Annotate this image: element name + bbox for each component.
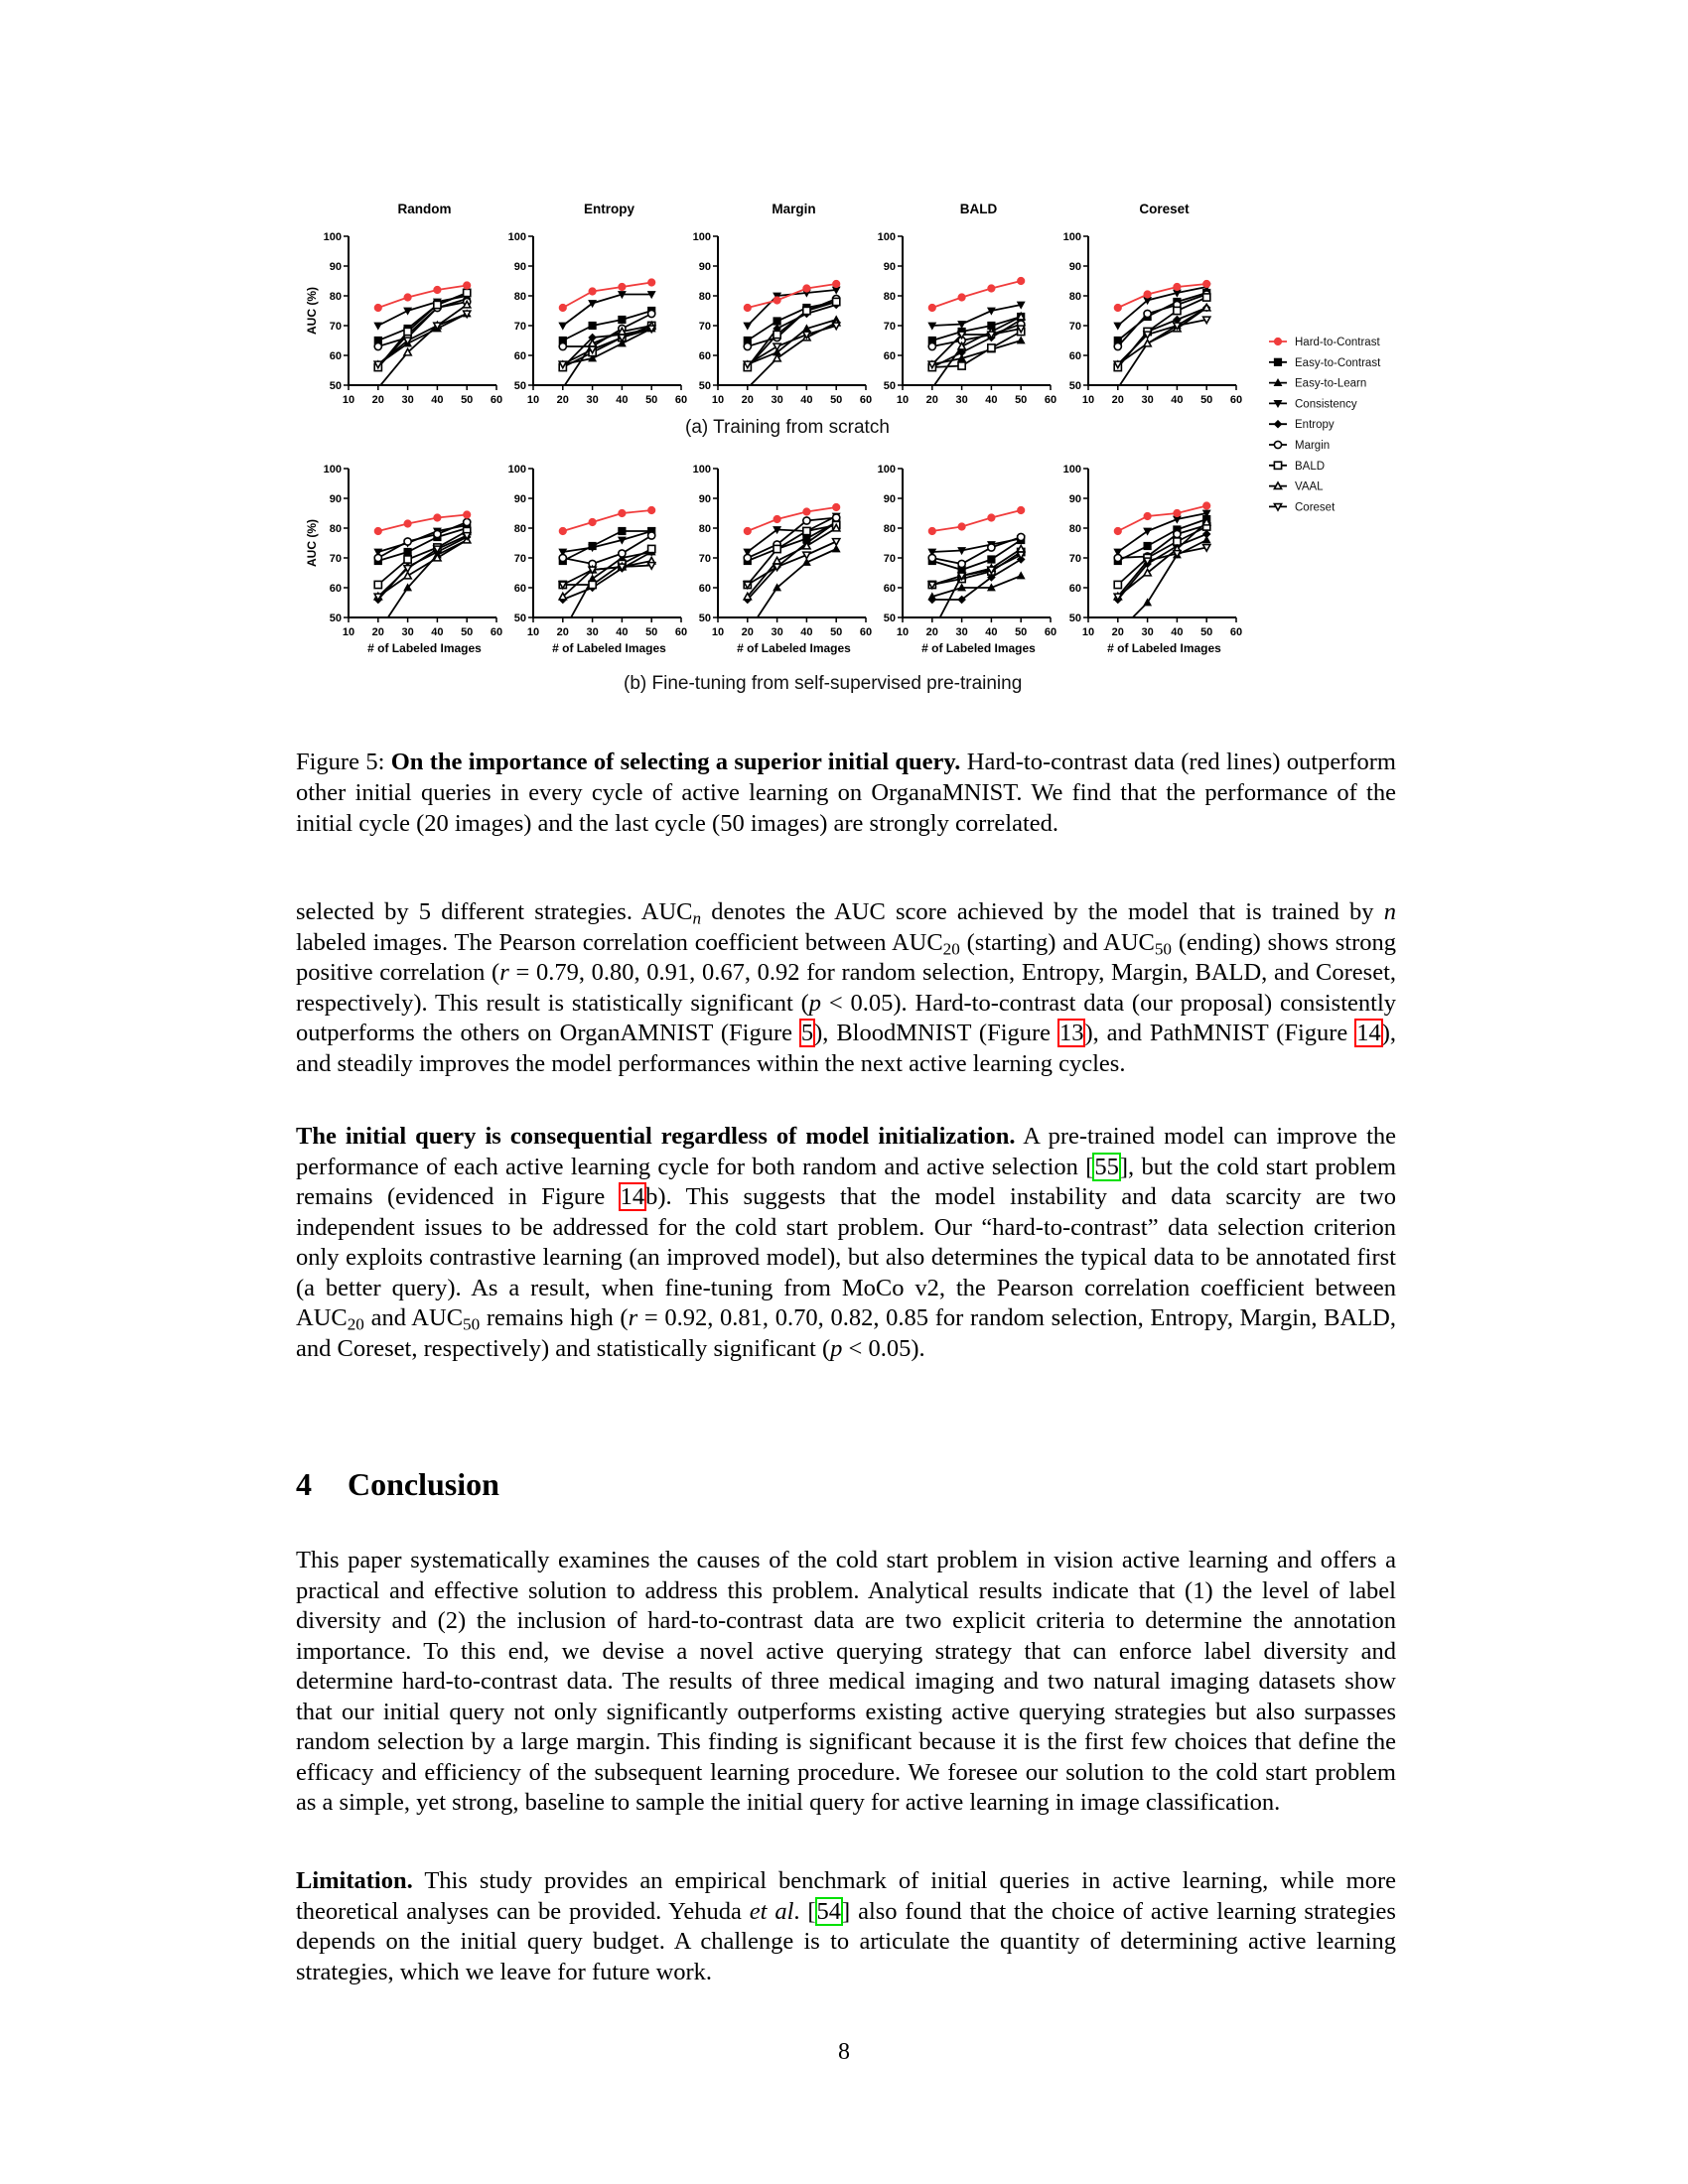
x-tick-label: 60	[859, 626, 873, 638]
x-tick-label: 50	[830, 626, 843, 638]
legend-label: Hard-to-Contrast	[1295, 337, 1380, 348]
paragraph-limitation	[296, 1866, 1396, 1987]
subscript: 50	[1154, 938, 1172, 958]
math-var: r	[499, 959, 509, 986]
y-tick-label: 100	[507, 231, 526, 243]
series-vaal	[1114, 518, 1210, 599]
section-number: 4	[296, 1466, 312, 1502]
x-axis-label: # of Labeled Images	[1107, 641, 1221, 655]
text: ), BloodMNIST (Figure	[814, 1020, 1058, 1046]
subscript: 20	[942, 938, 960, 958]
text: = 0.79, 0.80, 0.91, 0.67, 0.92 for random selection, Entropy, Margin, BALD, and Coreset, respectively). This result is statistically significant (	[296, 959, 1396, 1017]
x-tick-label: 60	[490, 626, 503, 638]
x-tick-label: 20	[1111, 394, 1124, 406]
x-axis-label: # of Labeled Images	[737, 641, 851, 655]
legend-item	[1269, 461, 1325, 473]
text: (starting) and AUC	[959, 928, 1155, 956]
text: remains high (	[480, 1304, 629, 1331]
y-tick-label: 90	[329, 261, 342, 273]
series-coreset	[744, 539, 840, 589]
text: ] also found that the choice of active learning strategies depends on the initial query budget. A challenge is to articulate the quantity of determining active learning strategies, which we leave for future work.	[296, 1897, 1396, 1985]
legend-item	[1269, 337, 1380, 348]
x-tick-label: 20	[925, 626, 938, 638]
y-tick-label: 60	[513, 583, 526, 595]
x-tick-label: 40	[985, 626, 998, 638]
series-easy-to-learn	[748, 545, 840, 632]
legend-item	[1269, 481, 1324, 493]
y-tick-label: 90	[513, 493, 526, 505]
y-tick-label: 90	[1068, 261, 1081, 273]
text: ], but the cold start problem remains (evidenced in Figure	[296, 1153, 1397, 1210]
page-number: 8	[838, 2039, 850, 2065]
text: = 0.92, 0.81, 0.70, 0.82, 0.85 for random selection, Entropy, Margin, BALD, and Coreset, respectively) and statistically significant (	[296, 1304, 1396, 1362]
x-tick-label: 20	[371, 394, 384, 406]
x-tick-label: 40	[1171, 626, 1184, 638]
y-tick-label: 60	[513, 350, 526, 362]
legend-label: VAAL	[1295, 480, 1324, 493]
y-tick-label: 60	[883, 350, 896, 362]
y-tick-label: 100	[692, 231, 711, 243]
y-tick-label: 90	[883, 261, 896, 273]
chart-panel-a-margin	[693, 202, 872, 406]
x-tick-label: 40	[431, 626, 444, 638]
x-tick-label: 30	[586, 394, 599, 406]
y-tick-label: 50	[329, 613, 342, 624]
legend-item	[1269, 419, 1335, 431]
y-tick-label: 100	[1062, 231, 1081, 243]
paragraph-heading: Limitation.	[296, 1867, 413, 1894]
x-tick-label: 30	[955, 626, 968, 638]
legend-label: BALD	[1295, 460, 1326, 473]
x-tick-label: 60	[1044, 394, 1057, 406]
x-tick-label: 60	[490, 394, 503, 406]
y-tick-label: 80	[883, 523, 896, 535]
y-tick-label: 50	[883, 613, 896, 624]
x-axis-label: # of Labeled Images	[367, 641, 482, 655]
y-tick-label: 70	[883, 321, 896, 333]
caption-bold: On the importance of selecting a superior initial query.	[390, 749, 961, 775]
chart-panel-a-random	[305, 202, 502, 406]
x-tick-label: 20	[1111, 626, 1124, 638]
chart-panel-b-bald	[878, 464, 1056, 655]
legend-label: Entropy	[1295, 419, 1335, 432]
series-coreset	[1114, 317, 1210, 367]
y-tick-label: 50	[513, 613, 526, 624]
math-var: p	[830, 1334, 843, 1362]
panel-title: BALD	[959, 202, 998, 216]
x-tick-label: 20	[741, 394, 754, 406]
chart-panel-b-coreset	[1063, 464, 1242, 655]
series-easy-to-contrast	[744, 518, 840, 564]
text: selected by 5 different strategies. AUC	[296, 898, 693, 925]
figure-14-link[interactable]: 14	[1356, 1020, 1381, 1046]
series-consistency	[928, 536, 1025, 556]
y-tick-label: 100	[877, 231, 896, 243]
x-tick-label: 10	[342, 394, 355, 406]
y-tick-label: 70	[329, 321, 342, 333]
y-tick-label: 80	[329, 291, 342, 303]
y-tick-label: 90	[1068, 493, 1081, 505]
x-tick-label: 30	[401, 394, 414, 406]
x-tick-label: 40	[616, 394, 629, 406]
y-tick-label: 60	[698, 583, 711, 595]
panel-title: Entropy	[583, 202, 635, 216]
x-tick-label: 50	[461, 394, 474, 406]
series-hard-to-contrast	[1114, 502, 1210, 535]
y-tick-label: 100	[877, 464, 896, 476]
y-tick-label: 50	[698, 380, 711, 392]
panel-title: Coreset	[1139, 202, 1190, 216]
y-axis-label: AUC (%)	[305, 287, 319, 335]
x-tick-label: 20	[556, 394, 569, 406]
figure-5	[288, 194, 1430, 710]
y-tick-label: 50	[513, 380, 526, 392]
series-entropy	[1114, 530, 1210, 603]
text: ), and PathMNIST (Figure	[1084, 1020, 1356, 1046]
y-tick-label: 60	[1068, 350, 1081, 362]
y-tick-label: 80	[513, 291, 526, 303]
legend-label: Coreset	[1295, 501, 1336, 514]
legend-item	[1269, 501, 1336, 513]
x-tick-label: 50	[1015, 626, 1028, 638]
y-axis-label: AUC (%)	[305, 519, 319, 567]
y-tick-label: 100	[323, 464, 342, 476]
x-tick-label: 20	[741, 626, 754, 638]
text: b). This suggests that the model instability and data scarcity are two independent issues to be addressed for the cold start problem. Our “hard-to-contrast” data selection criterion only exploits contrastive learning (an improved model), but also determines the typical data to be annotated first (a better query). As a result, when fine-tuning from MoCo v2, the Pearson correlation coefficient between AUC	[296, 1183, 1397, 1331]
y-tick-label: 50	[883, 380, 896, 392]
x-tick-label: 10	[896, 394, 910, 406]
y-tick-label: 70	[698, 553, 711, 565]
series-margin	[928, 533, 1025, 567]
series-coreset	[1114, 545, 1210, 601]
y-tick-label: 60	[329, 583, 342, 595]
text: (ending) shows strong positive correlation (	[296, 928, 1396, 986]
y-tick-label: 60	[1068, 583, 1081, 595]
y-tick-label: 80	[513, 523, 526, 535]
subscript: 50	[463, 1314, 481, 1334]
math-var: r	[628, 1304, 638, 1331]
y-tick-label: 80	[698, 291, 711, 303]
legend-item	[1269, 440, 1330, 452]
y-tick-label: 100	[1062, 464, 1081, 476]
series-bald	[559, 545, 655, 588]
figure-5-plots	[288, 194, 1430, 710]
x-tick-label: 40	[431, 394, 444, 406]
x-tick-label: 50	[830, 394, 843, 406]
x-tick-label: 50	[461, 626, 474, 638]
x-tick-label: 30	[771, 394, 783, 406]
legend-label: Margin	[1295, 440, 1331, 452]
text: ), and steadily improves the model performances within the next active learning cycles.	[296, 1020, 1396, 1077]
panel-title: Margin	[772, 202, 816, 216]
chart-panel-b-entropy	[508, 464, 687, 655]
series-easy-to-learn	[928, 572, 1025, 599]
chart-panel-b-random	[305, 464, 502, 655]
y-tick-label: 70	[1068, 553, 1081, 565]
x-tick-label: 60	[1229, 394, 1243, 406]
y-tick-label: 100	[323, 231, 342, 243]
figure-5-link[interactable]: 5	[800, 1020, 814, 1046]
figure-caption	[296, 747, 1396, 839]
y-tick-label: 50	[698, 613, 711, 624]
x-tick-label: 30	[586, 626, 599, 638]
legend-label: Easy-to-Learn	[1295, 377, 1367, 390]
y-tick-label: 60	[329, 350, 342, 362]
series-vaal	[374, 536, 471, 599]
y-tick-label: 80	[1068, 523, 1081, 535]
text: denotes the AUC score achieved by the model that is trained by	[701, 898, 1384, 925]
x-tick-label: 10	[1081, 394, 1095, 406]
x-tick-label: 20	[371, 626, 384, 638]
section-heading-conclusion	[296, 1466, 499, 1503]
y-tick-label: 50	[1068, 613, 1081, 624]
series-coreset	[744, 323, 840, 367]
y-tick-label: 80	[329, 523, 342, 535]
x-tick-label: 60	[674, 394, 688, 406]
citation-55-link[interactable]: 55	[1094, 1153, 1119, 1180]
paragraph-heading: The initial query is consequential regardless of model initialization.	[296, 1123, 1016, 1150]
figure-14-link[interactable]: 14	[620, 1183, 645, 1210]
x-tick-label: 50	[1200, 626, 1213, 638]
y-tick-label: 60	[698, 350, 711, 362]
x-tick-label: 60	[674, 626, 688, 638]
y-tick-label: 50	[1068, 380, 1081, 392]
x-tick-label: 10	[896, 626, 910, 638]
y-tick-label: 70	[883, 553, 896, 565]
chart-panel-a-bald	[878, 202, 1056, 406]
text: A pre-trained model can improve the performance of each active learning cycle for both random and active selection [	[296, 1123, 1396, 1180]
x-tick-label: 30	[401, 626, 414, 638]
y-tick-label: 90	[883, 493, 896, 505]
text: < 0.05).	[842, 1334, 925, 1362]
subscript: 20	[347, 1314, 364, 1334]
section-title: Conclusion	[348, 1466, 499, 1502]
x-tick-label: 30	[1141, 394, 1154, 406]
x-tick-label: 60	[1044, 626, 1057, 638]
x-tick-label: 40	[800, 626, 813, 638]
chart-panel-a-entropy	[508, 202, 687, 406]
x-tick-label: 10	[711, 394, 725, 406]
text-italic: et al	[749, 1897, 794, 1925]
x-tick-label: 20	[925, 394, 938, 406]
math-var: n	[1383, 898, 1396, 925]
y-tick-label: 80	[883, 291, 896, 303]
y-tick-label: 50	[329, 380, 342, 392]
x-tick-label: 30	[955, 394, 968, 406]
x-tick-label: 30	[1141, 626, 1154, 638]
x-tick-label: 10	[342, 626, 355, 638]
x-tick-label: 40	[985, 394, 998, 406]
y-tick-label: 90	[698, 493, 711, 505]
x-tick-label: 60	[859, 394, 873, 406]
y-tick-label: 90	[329, 493, 342, 505]
legend-item	[1269, 378, 1366, 390]
legend-label: Consistency	[1295, 398, 1357, 411]
text: < 0.05). Hard-to-contrast data (our proposal) consistently outperforms the others on OrganAMNIST (Figure	[296, 989, 1396, 1046]
y-tick-label: 80	[698, 523, 711, 535]
y-tick-label: 70	[329, 553, 342, 565]
y-tick-label: 70	[513, 321, 526, 333]
x-tick-label: 10	[711, 626, 725, 638]
subscript: n	[692, 908, 702, 928]
y-tick-label: 60	[883, 583, 896, 595]
y-tick-label: 70	[1068, 321, 1081, 333]
caption-label: Figure 5:	[296, 749, 385, 775]
subcaption-b: (b) Fine-tuning from self-supervised pre-training	[624, 673, 1023, 694]
legend-label: Easy-to-Contrast	[1295, 356, 1381, 369]
paragraph-model-initialization	[296, 1122, 1396, 1364]
series-entropy	[559, 548, 655, 603]
x-tick-label: 40	[616, 626, 629, 638]
legend-item	[1269, 357, 1381, 369]
x-tick-label: 30	[771, 626, 783, 638]
caption-text: Hard-to-contrast data (red lines) outperform other initial queries in every cycle of active learning on OrganaMNIST. We find that the performance of the initial cycle (20 images) and the last cycle (50 images) are strongly correlated.	[296, 749, 1396, 837]
text: and AUC	[363, 1304, 464, 1331]
x-tick-label: 50	[1015, 394, 1028, 406]
x-tick-label: 60	[1229, 626, 1243, 638]
text: . [	[793, 1897, 816, 1925]
paragraph-conclusion: This paper systematically examines the causes of the cold start problem in vision active learning and offers a practical and effective solution to address this problem. Analytical results indicate that (1) the level of label diversity and (2) the inclusion of hard-to-contrast data are two explicit criteria to determine the annotation importance. To this end, we devise a novel active querying strategy that can enforce label diversity and determine hard-to-contrast data. The results of three medical imaging and two natural imaging datasets show that our initial query not only significantly outperforms existing active querying strategies but also surpasses random selection by a large margin. This finding is significant because it is the first few choices that define the efficacy and efficiency of the subsequent learning procedure. We foresee our solution to the cold start problem as a simple, yet strong, baseline to sample the initial query for active learning in image classification.	[296, 1547, 1396, 1816]
x-tick-label: 10	[1081, 626, 1095, 638]
x-axis-label: # of Labeled Images	[921, 641, 1036, 655]
x-tick-label: 10	[526, 394, 540, 406]
x-tick-label: 10	[526, 626, 540, 638]
y-tick-label: 100	[692, 464, 711, 476]
chart-panel-b-margin	[693, 464, 872, 655]
math-var: p	[808, 989, 822, 1017]
chart-legend	[1269, 337, 1381, 513]
x-axis-label: # of Labeled Images	[552, 641, 666, 655]
y-tick-label: 80	[1068, 291, 1081, 303]
x-tick-label: 40	[1171, 394, 1184, 406]
series-hard-to-contrast	[744, 280, 840, 311]
y-tick-label: 70	[513, 553, 526, 565]
text: This study provides an empirical benchmark of initial queries in active learning, while more theoretical analyses can be provided. Yehuda	[296, 1867, 1396, 1925]
y-tick-label: 100	[507, 464, 526, 476]
x-tick-label: 40	[800, 394, 813, 406]
y-tick-label: 90	[513, 261, 526, 273]
series-hard-to-contrast	[928, 506, 1025, 534]
legend-item	[1269, 398, 1357, 410]
panel-title: Random	[397, 202, 452, 216]
x-tick-label: 50	[1200, 394, 1213, 406]
figure-13-link[interactable]: 13	[1058, 1020, 1084, 1046]
series-vaal	[1118, 304, 1210, 388]
text: labeled images. The Pearson correlation coefficient between AUC	[296, 928, 943, 956]
x-tick-label: 20	[556, 626, 569, 638]
x-tick-label: 50	[645, 394, 658, 406]
chart-panel-a-coreset	[1063, 202, 1242, 406]
citation-54-link[interactable]: 54	[816, 1897, 842, 1925]
subcaption-a: (a) Training from scratch	[685, 417, 890, 438]
series-consistency	[928, 302, 1025, 329]
y-tick-label: 70	[698, 321, 711, 333]
paragraph-correlation	[296, 897, 1396, 1079]
y-tick-label: 90	[698, 261, 711, 273]
x-tick-label: 50	[645, 626, 658, 638]
